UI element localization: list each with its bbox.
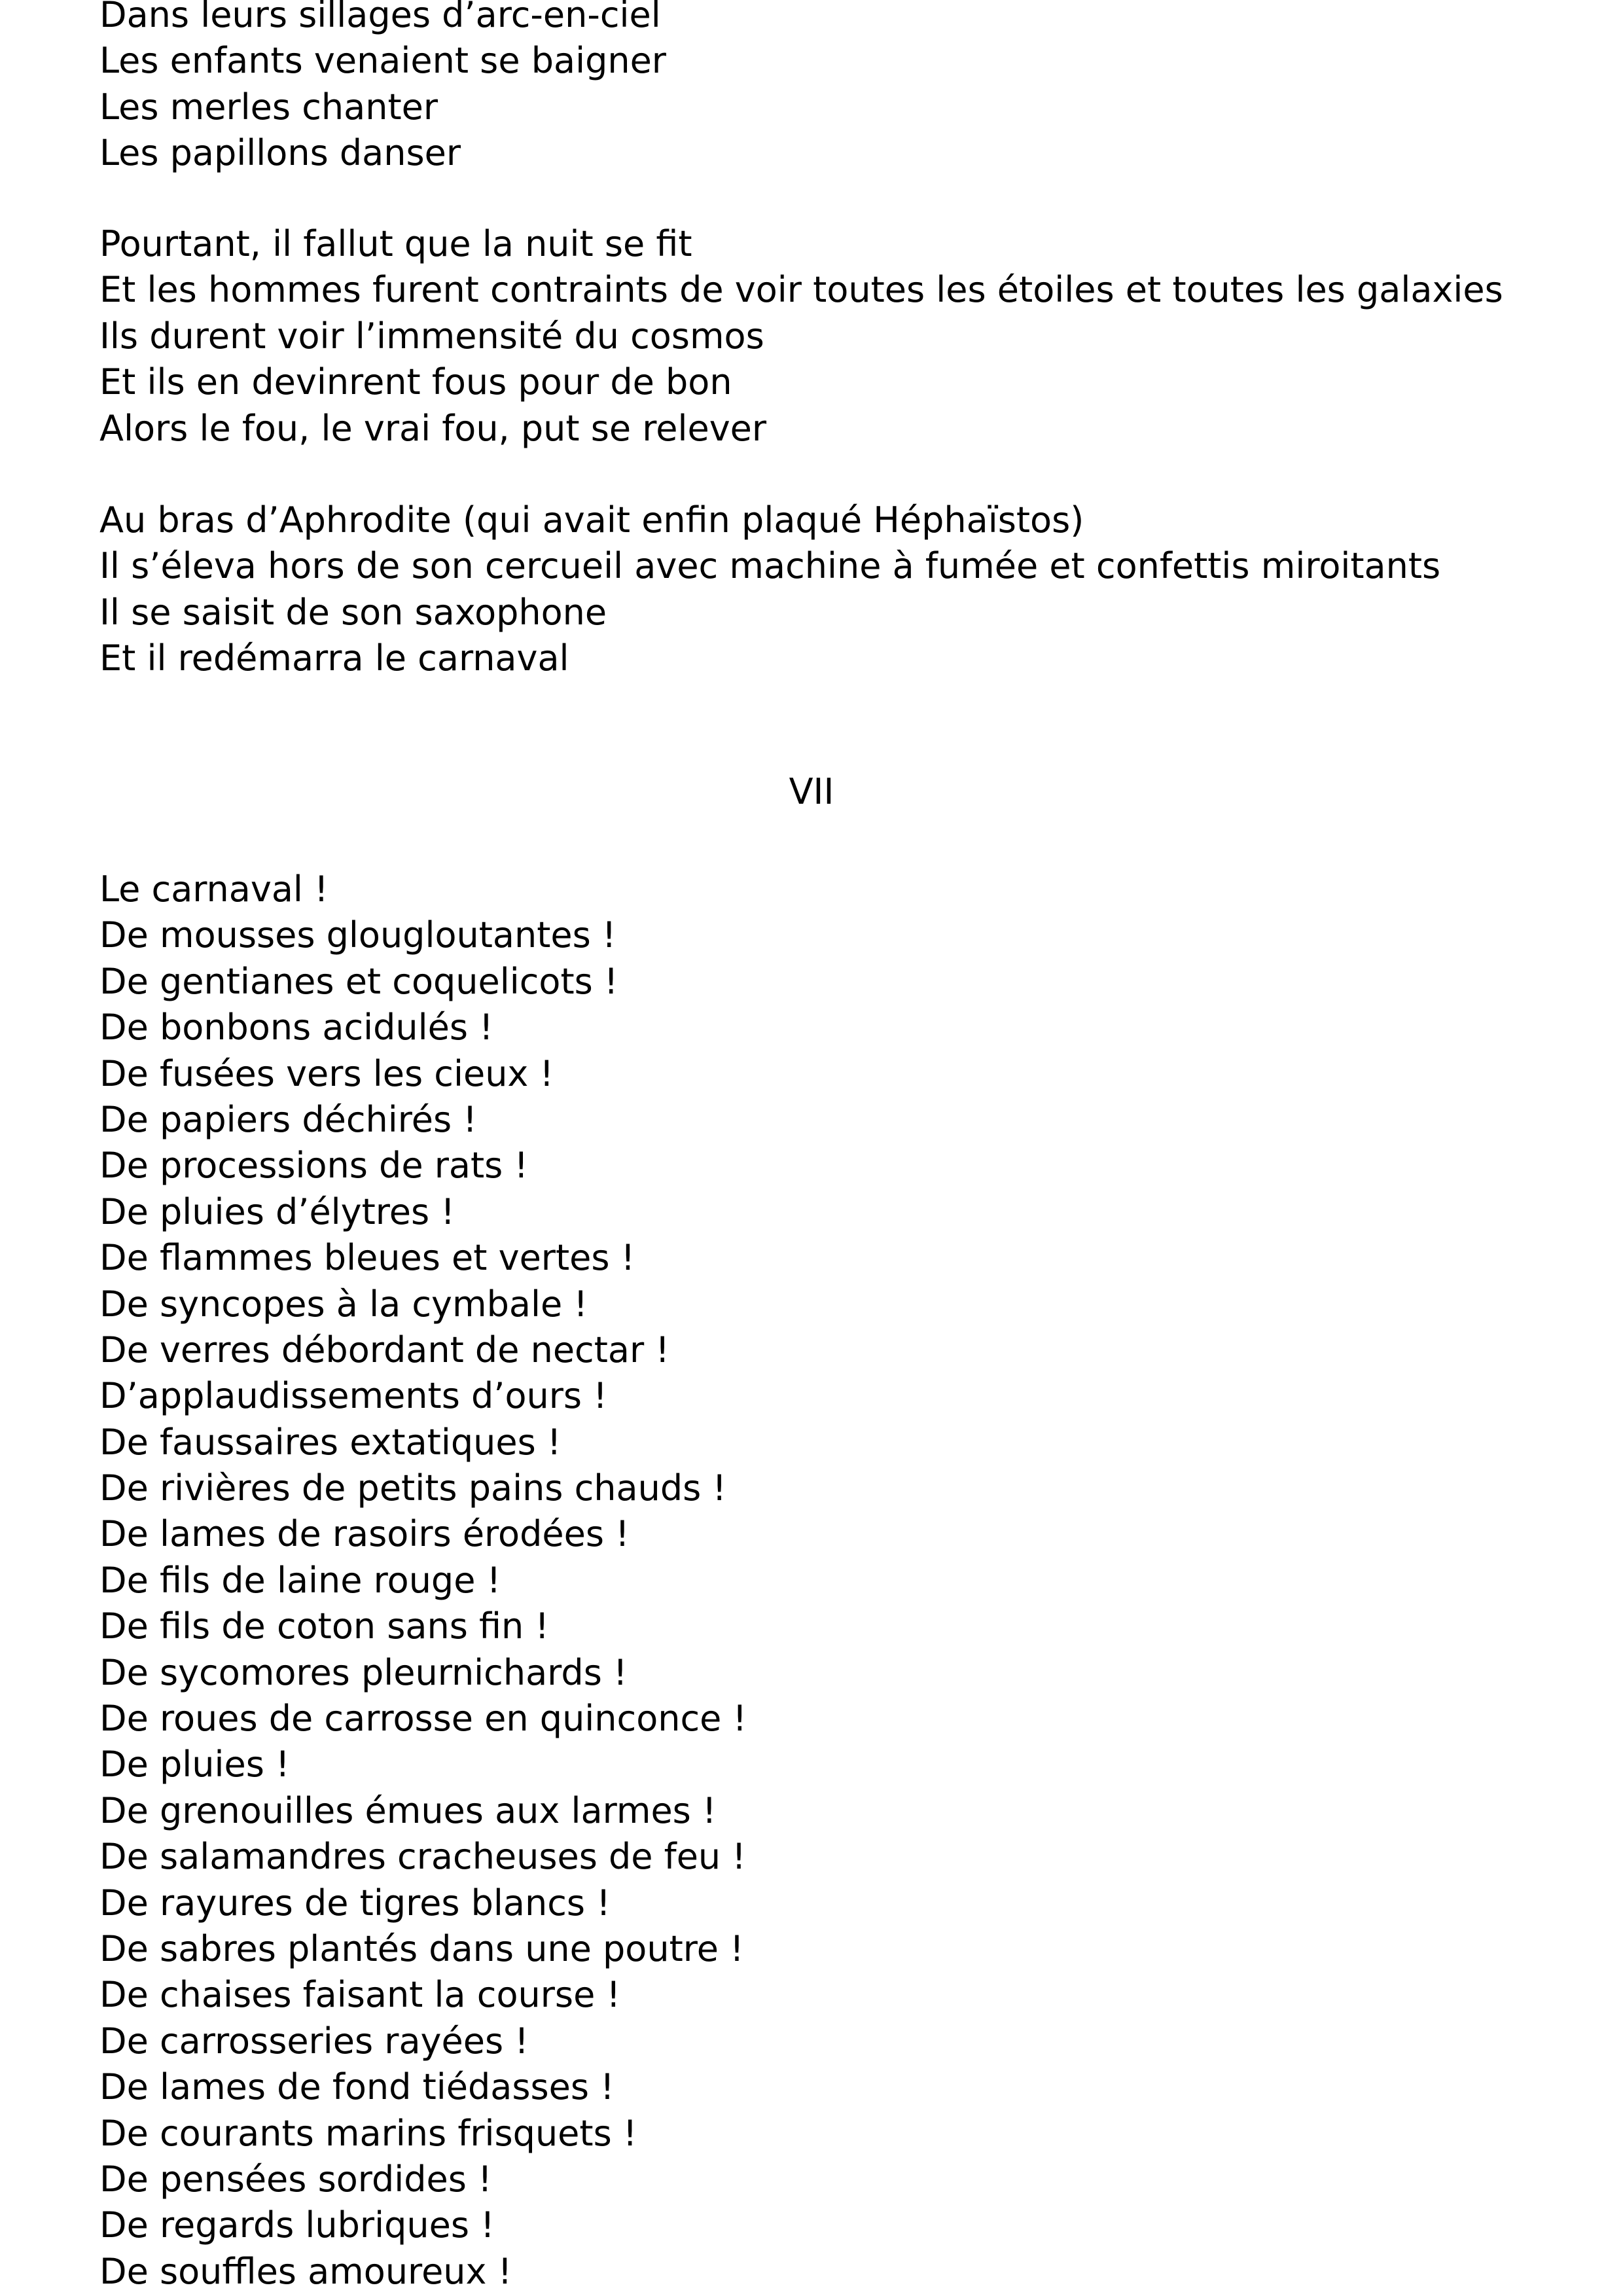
- verse-line: Il se saisit de son saxophone: [99, 591, 607, 633]
- verse-line: De pensées sordides !: [99, 2158, 492, 2200]
- verse-line: Les papillons danser: [99, 132, 461, 174]
- stanza-3: [99, 497, 1539, 682]
- verse-line: D’applaudissements d’ours !: [99, 1375, 607, 1417]
- verse-line: De pluies !: [99, 1744, 290, 1785]
- verse-line: De grenouilles émues aux larmes !: [99, 1789, 717, 1831]
- verse-line: De flammes bleues et vertes !: [99, 1237, 635, 1279]
- verse-line: De sycomores pleurnichards !: [99, 1651, 628, 1693]
- verse-line: De lames de rasoirs érodées !: [99, 1513, 630, 1555]
- verse-line: De mousses glougloutantes !: [99, 914, 616, 956]
- verse-line: De faussaires extatiques !: [99, 1421, 562, 1463]
- verse-line: Le carnaval !: [99, 869, 329, 910]
- verse-line: Alors le fou, le vrai fou, put se relever: [99, 407, 767, 449]
- verse-line: Dans leurs sillages d’arc-en-ciel: [99, 0, 661, 35]
- section-heading: VII: [789, 771, 834, 812]
- verse-line: Ils durent voir l’immensité du cosmos: [99, 315, 764, 357]
- verse-line: De souffles amoureux !: [99, 2250, 512, 2292]
- verse-line: De carrosseries rayées !: [99, 2020, 529, 2062]
- verse-line: Il s’éleva hors de son cercueil avec machine à fumée et confettis miroitants: [99, 545, 1441, 587]
- verse-line: De verres débordant de nectar !: [99, 1329, 670, 1371]
- verse-line: Les merles chanter: [99, 86, 438, 128]
- verse-line: De chaises faisant la course !: [99, 1974, 621, 2016]
- carnival-stanza: [99, 867, 1539, 2295]
- verse-line: De gentianes et coquelicots !: [99, 960, 618, 1002]
- verse-line: Et ils en devinrent fous pour de bon: [99, 361, 732, 403]
- verse-line: De courants marins frisquets !: [99, 2112, 637, 2154]
- verse-line: De rayures de tigres blancs !: [99, 1882, 611, 1924]
- verse-line: De rivières de petits pains chauds !: [99, 1467, 727, 1509]
- verse-line: Et les hommes furent contraints de voir toutes les étoiles et toutes les galaxies: [99, 269, 1503, 311]
- verse-line: De bonbons acidulés !: [99, 1007, 493, 1049]
- stanza-1: [99, 0, 1539, 177]
- verse-line: De regards lubriques !: [99, 2204, 495, 2246]
- verse-line: De pluies d’élytres !: [99, 1191, 455, 1232]
- verse-line: De fils de laine rouge !: [99, 1559, 501, 1601]
- verse-line: Les enfants venaient se baigner: [99, 40, 667, 82]
- verse-line: Pourtant, il fallut que la nuit se fit: [99, 223, 692, 264]
- verse-line: De lames de fond tiédasses !: [99, 2066, 615, 2108]
- verse-line: Et il redémarra le carnaval: [99, 637, 569, 679]
- verse-line: De papiers déchirés !: [99, 1098, 477, 1140]
- verse-line: De processions de rats !: [99, 1145, 529, 1187]
- verse-line: Au bras d’Aphrodite (qui avait enfin plaqué Héphaïstos): [99, 499, 1084, 541]
- verse-line: De fusées vers les cieux !: [99, 1052, 554, 1094]
- verse-line: De salamandres cracheuses de feu !: [99, 1836, 746, 1878]
- verse-line: De sabres plantés dans une poutre !: [99, 1928, 744, 1969]
- stanza-2: [99, 221, 1539, 452]
- verse-line: De roues de carrosse en quinconce !: [99, 1698, 747, 1740]
- verse-line: De syncopes à la cymbale !: [99, 1283, 588, 1325]
- verse-line: De fils de coton sans fin !: [99, 1605, 550, 1647]
